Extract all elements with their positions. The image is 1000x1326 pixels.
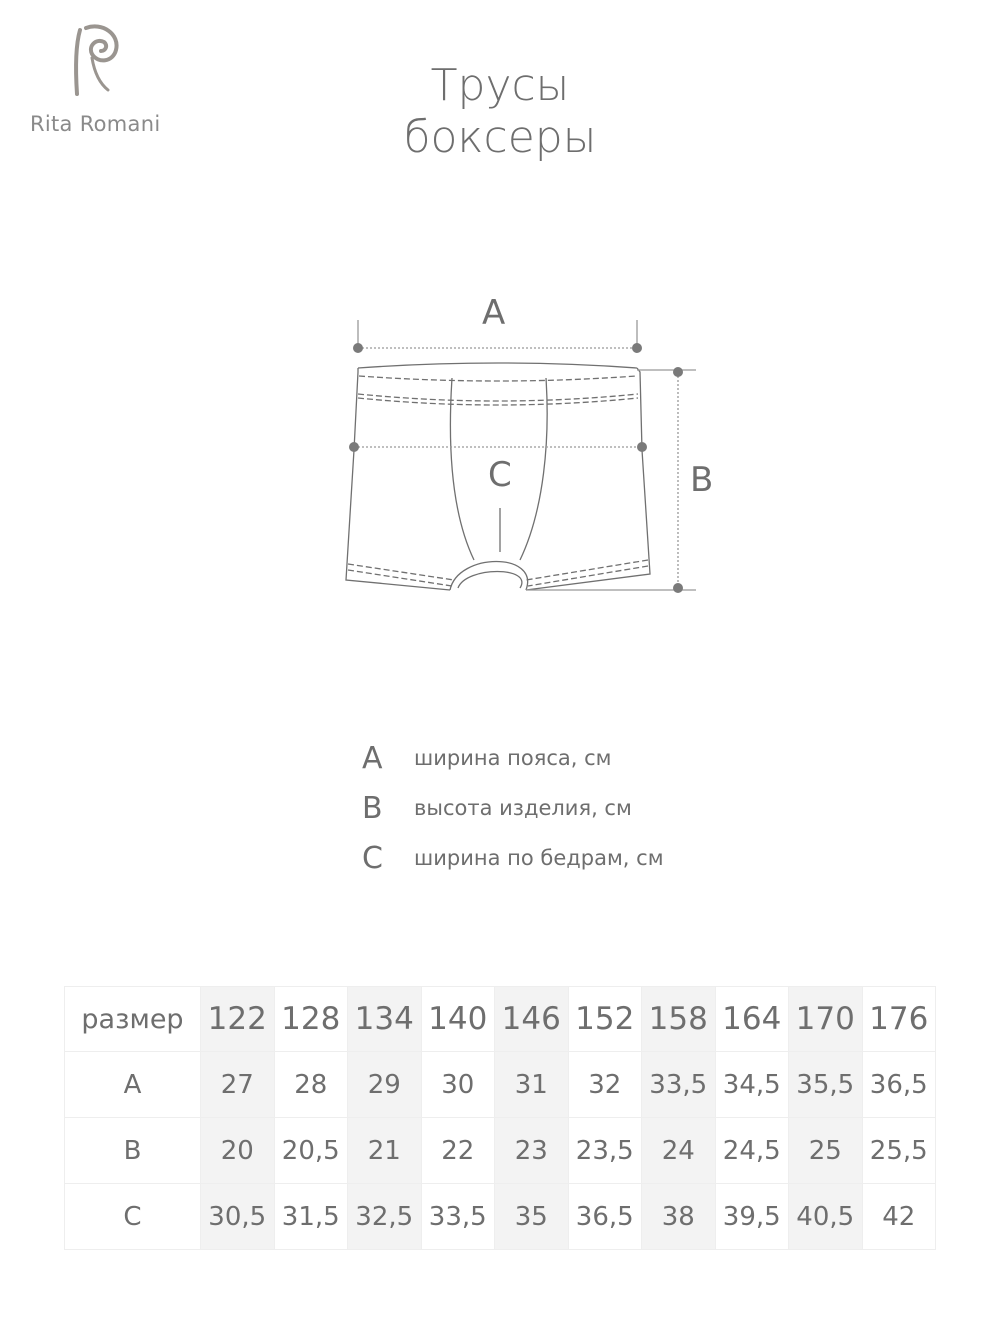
- table-row: [65, 1118, 936, 1184]
- table-cell: 22: [421, 1118, 495, 1184]
- table-cell: 30: [421, 1052, 495, 1118]
- table-cell: 25: [789, 1118, 863, 1184]
- measurement-legend: [362, 742, 762, 892]
- table-cell: 40,5: [789, 1184, 863, 1250]
- legend-letter: C: [362, 841, 383, 876]
- row-label: A: [65, 1052, 201, 1118]
- row-label: C: [65, 1184, 201, 1250]
- dimension-label-a: A: [482, 293, 506, 333]
- size-header-cell: 128: [274, 987, 348, 1052]
- table-row: [65, 1052, 936, 1118]
- size-header-cell: 146: [495, 987, 569, 1052]
- table-cell: 33,5: [642, 1052, 716, 1118]
- boxer-briefs-illustration: [330, 290, 730, 610]
- table-cell: 29: [348, 1052, 422, 1118]
- legend-text: высота изделия, см: [414, 796, 632, 820]
- table-cell: 35,5: [789, 1052, 863, 1118]
- size-header-cell: 170: [789, 987, 863, 1052]
- page-title-line1: Трусы: [430, 60, 570, 111]
- legend-text: ширина пояса, см: [414, 746, 612, 770]
- rr-monogram-icon: [68, 24, 124, 100]
- table-cell: 32: [568, 1052, 642, 1118]
- brand-name: Rita Romani: [30, 112, 161, 136]
- table-cell: 24,5: [715, 1118, 789, 1184]
- legend-letter: B: [362, 791, 383, 826]
- table-cell: 33,5: [421, 1184, 495, 1250]
- row-label: B: [65, 1118, 201, 1184]
- page-title-line2: боксеры: [403, 112, 597, 163]
- size-header-cell: 152: [568, 987, 642, 1052]
- table-cell: 39,5: [715, 1184, 789, 1250]
- table-cell: 20,5: [274, 1118, 348, 1184]
- size-header-cell: 158: [642, 987, 716, 1052]
- table-cell: 35: [495, 1184, 569, 1250]
- legend-item: [362, 842, 762, 892]
- table-cell: 36,5: [568, 1184, 642, 1250]
- legend-letter: A: [362, 741, 383, 776]
- size-header-cell: 140: [421, 987, 495, 1052]
- table-cell: 23: [495, 1118, 569, 1184]
- legend-item: [362, 742, 762, 792]
- table-cell: 27: [201, 1052, 275, 1118]
- table-cell: 21: [348, 1118, 422, 1184]
- table-cell: 36,5: [862, 1052, 936, 1118]
- table-header-row: [65, 987, 936, 1052]
- size-header-cell: 122: [201, 987, 275, 1052]
- legend-item: [362, 792, 762, 842]
- table-cell: 38: [642, 1184, 716, 1250]
- table-cell: 31: [495, 1052, 569, 1118]
- dimension-label-c: C: [488, 455, 512, 495]
- table-cell: 42: [862, 1184, 936, 1250]
- table-cell: 25,5: [862, 1118, 936, 1184]
- size-header-label: размер: [65, 987, 201, 1052]
- table-cell: 24: [642, 1118, 716, 1184]
- table-cell: 23,5: [568, 1118, 642, 1184]
- table-cell: 28: [274, 1052, 348, 1118]
- size-header-cell: 176: [862, 987, 936, 1052]
- table-cell: 34,5: [715, 1052, 789, 1118]
- size-table: [64, 986, 936, 1250]
- table-cell: 32,5: [348, 1184, 422, 1250]
- size-header-cell: 134: [348, 987, 422, 1052]
- measurement-diagram: [330, 290, 730, 610]
- table-row: [65, 1184, 936, 1250]
- legend-text: ширина по бедрам, см: [414, 846, 664, 870]
- brand-logo: [30, 24, 170, 144]
- table-cell: 31,5: [274, 1184, 348, 1250]
- table-cell: 20: [201, 1118, 275, 1184]
- size-header-cell: 164: [715, 987, 789, 1052]
- table-cell: 30,5: [201, 1184, 275, 1250]
- dimension-label-b: B: [690, 460, 714, 500]
